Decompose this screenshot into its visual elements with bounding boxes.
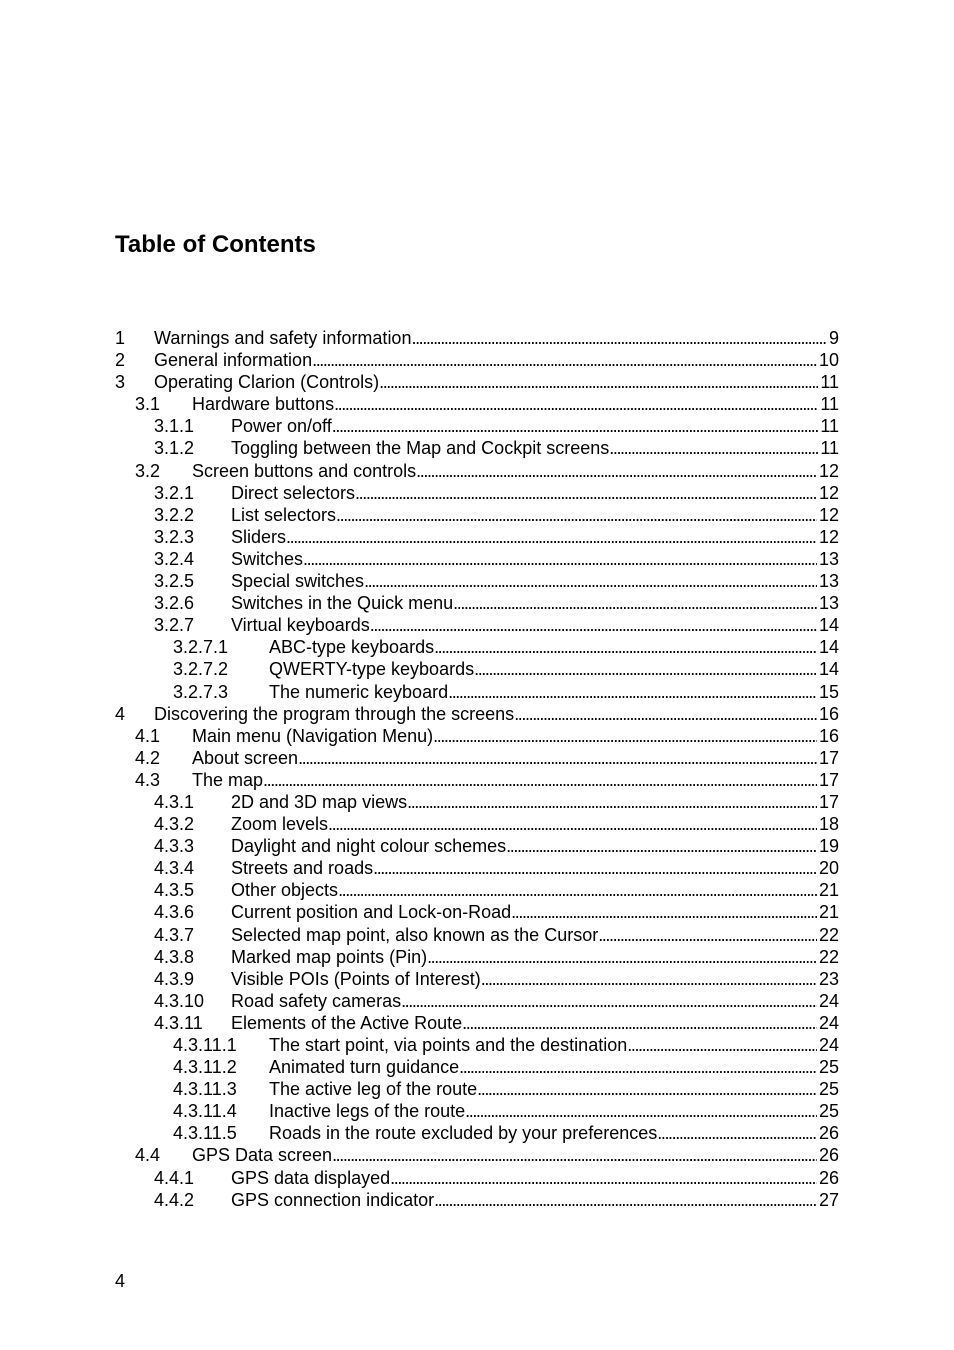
toc-dot-leader xyxy=(334,393,818,415)
toc-entry[interactable] xyxy=(115,1034,839,1056)
toc-entry-line xyxy=(154,327,839,349)
toc-entry-page: 14 xyxy=(818,637,839,658)
toc-entry-line xyxy=(231,924,839,946)
toc-entry-number: 3.2.7.3 xyxy=(173,681,229,702)
toc-entry-line xyxy=(231,482,839,504)
toc-entry-number: 4.3.7 xyxy=(154,924,195,945)
toc-dot-leader xyxy=(336,504,817,526)
toc-dot-leader xyxy=(364,570,817,592)
toc-entry-page: 16 xyxy=(818,725,839,746)
toc-entry-title: Animated turn guidance xyxy=(269,1057,460,1078)
toc-entry-number: 3.2.4 xyxy=(154,548,195,569)
toc-dot-leader xyxy=(434,1189,817,1211)
toc-dot-leader xyxy=(407,791,817,813)
toc-entry-title: Road safety cameras xyxy=(231,990,402,1011)
toc-dot-leader xyxy=(303,548,817,570)
toc-entry-title: Zoom levels xyxy=(231,814,329,835)
toc-entry[interactable] xyxy=(115,968,839,990)
toc-entry-title: Switches xyxy=(231,548,304,569)
toc-entry[interactable] xyxy=(115,437,839,459)
toc-entry-page: 22 xyxy=(818,946,839,967)
toc-entry[interactable] xyxy=(115,725,839,747)
toc-entry-number: 3.2.1 xyxy=(154,482,195,503)
toc-entry-number: 4.3.11.5 xyxy=(173,1123,237,1144)
toc-entry-line xyxy=(154,349,839,371)
toc-entry[interactable] xyxy=(115,681,839,703)
toc-entry-page: 13 xyxy=(818,571,839,592)
toc-dot-leader xyxy=(433,725,817,747)
toc-entry-page: 17 xyxy=(818,747,839,768)
toc-entry-number: 4.3.3 xyxy=(154,836,195,857)
toc-entry-title: Discovering the program through the screens xyxy=(154,703,515,724)
toc-entry-page: 11 xyxy=(820,438,839,459)
toc-entry-page: 19 xyxy=(818,836,839,857)
toc-entry[interactable] xyxy=(115,1167,839,1189)
toc-entry[interactable] xyxy=(115,371,839,393)
toc-entry[interactable] xyxy=(115,415,839,437)
toc-entry-page: 11 xyxy=(820,416,839,437)
toc-entry[interactable] xyxy=(115,504,839,526)
toc-entry-number: 3.1.1 xyxy=(154,416,195,437)
toc-entry-title: About screen xyxy=(192,747,299,768)
toc-entry[interactable] xyxy=(115,614,839,636)
toc-entry[interactable] xyxy=(115,857,839,879)
toc-dot-leader xyxy=(506,835,817,857)
toc-entry[interactable] xyxy=(115,460,839,482)
toc-entry-page: 20 xyxy=(818,858,839,879)
toc-entry-number: 4.3 xyxy=(135,769,161,790)
toc-entry-title: GPS data displayed xyxy=(231,1167,391,1188)
toc-entry-page: 21 xyxy=(818,880,839,901)
toc-entry[interactable] xyxy=(115,393,839,415)
toc-entry[interactable] xyxy=(115,1144,839,1166)
toc-entry-title: Main menu (Navigation Menu) xyxy=(192,725,434,746)
toc-entry-number: 3.1 xyxy=(135,394,161,415)
toc-entry-line xyxy=(269,636,839,658)
toc-entry-number: 4.3.6 xyxy=(154,902,195,923)
toc-entry-number: 4.3.1 xyxy=(154,791,195,812)
toc-dot-leader xyxy=(416,460,817,482)
toc-entry-title: GPS connection indicator xyxy=(231,1189,435,1210)
toc-entry-title: The start point, via points and the destination xyxy=(269,1035,628,1055)
toc-entry-title: General information xyxy=(154,350,313,371)
toc-entry-line xyxy=(231,968,839,990)
toc-entry-title: Roads in the route excluded by your preferences xyxy=(269,1123,658,1144)
toc-entry-page: 16 xyxy=(818,703,839,724)
toc-entry[interactable] xyxy=(115,570,839,592)
toc-entry-title: Visible POIs (Points of Interest) xyxy=(231,968,481,989)
toc-entry-page: 21 xyxy=(818,902,839,923)
toc-entry-title: The active leg of the route xyxy=(269,1079,478,1100)
toc-dot-leader xyxy=(332,1144,817,1166)
toc-entry-title: Switches in the Quick menu xyxy=(231,593,454,614)
toc-entry-number: 4.1 xyxy=(135,725,161,746)
toc-entry-number: 3.2.7.1 xyxy=(173,637,229,658)
toc-entry-title: 2D and 3D map views xyxy=(231,791,408,812)
toc-entry-page: 25 xyxy=(818,1101,839,1122)
toc-entry-title: Inactive legs of the route xyxy=(269,1101,466,1122)
toc-entry[interactable] xyxy=(115,526,839,548)
toc-entry-page: 27 xyxy=(818,1189,839,1210)
toc-entry-title: Special switches xyxy=(231,571,365,592)
toc-entry-line xyxy=(269,1100,839,1122)
toc-dot-leader xyxy=(286,526,817,548)
toc-entry-line xyxy=(154,703,839,725)
toc-entry-page: 13 xyxy=(818,548,839,569)
toc-dot-leader xyxy=(657,1122,817,1144)
toc-entry-line xyxy=(231,592,839,614)
toc-entry-page: 10 xyxy=(818,350,839,371)
toc-dot-leader xyxy=(514,703,817,725)
toc-entry-line xyxy=(231,415,839,437)
toc-entry-line xyxy=(231,548,839,570)
toc-entry-number: 4.3.11.3 xyxy=(173,1079,237,1100)
toc-entry-page: 14 xyxy=(818,659,839,680)
toc-entry-title: Warnings and safety information xyxy=(154,328,412,348)
toc-entry-page: 26 xyxy=(818,1145,839,1166)
toc-dot-leader xyxy=(401,990,817,1012)
toc-entry-page: 17 xyxy=(818,791,839,812)
toc-entry-title: ABC-type keyboards xyxy=(269,637,435,658)
toc-entry-title: Toggling between the Map and Cockpit screens xyxy=(231,438,610,459)
toc-entry-line xyxy=(192,725,839,747)
toc-dot-leader xyxy=(373,857,817,879)
toc-entry-line xyxy=(269,1122,839,1144)
toc-entry[interactable] xyxy=(115,548,839,570)
toc-dot-leader xyxy=(328,813,817,835)
toc-entry[interactable] xyxy=(115,1100,839,1122)
toc-entry[interactable] xyxy=(115,769,839,791)
toc-entry-title: GPS Data screen xyxy=(192,1145,333,1166)
toc-dot-leader xyxy=(434,636,817,658)
toc-entry-number: 1 xyxy=(115,328,126,348)
toc-entry-title: The numeric keyboard xyxy=(269,681,449,702)
toc-entry[interactable] xyxy=(115,703,839,725)
toc-dot-leader xyxy=(609,437,818,459)
toc-entry-number: 4.3.11.2 xyxy=(173,1057,237,1078)
toc-entry-page: 15 xyxy=(818,681,839,702)
toc-dot-leader xyxy=(338,879,817,901)
toc-entry-number: 4.3.2 xyxy=(154,814,195,835)
toc-entry-title: Marked map points (Pin) xyxy=(231,946,428,967)
toc-entry[interactable] xyxy=(115,1189,839,1211)
toc-dot-leader xyxy=(332,415,819,437)
toc-entry-title: Current position and Lock-on-Road xyxy=(231,902,512,923)
toc-entry-line xyxy=(231,791,839,813)
toc-entry-line xyxy=(269,658,839,680)
toc-entry-number: 4.3.8 xyxy=(154,946,195,967)
page-title: Table of Contents xyxy=(115,231,316,258)
toc-entry-title: Virtual keyboards xyxy=(231,615,370,636)
toc-dot-leader xyxy=(511,901,817,923)
toc-entry-title: Hardware buttons xyxy=(192,394,335,415)
toc-entry-page: 17 xyxy=(818,769,839,790)
toc-entry-number: 3.2 xyxy=(135,460,161,481)
toc-entry-line xyxy=(231,990,839,1012)
toc-entry-line xyxy=(231,813,839,835)
toc-dot-leader xyxy=(263,769,817,791)
table-of-contents xyxy=(115,327,839,1211)
toc-entry-page: 25 xyxy=(818,1057,839,1078)
toc-entry-line xyxy=(192,747,839,769)
toc-dot-leader xyxy=(312,349,817,371)
toc-entry-title: Daylight and night colour schemes xyxy=(231,836,507,857)
toc-dot-leader xyxy=(465,1100,817,1122)
toc-entry-line xyxy=(231,879,839,901)
toc-dot-leader xyxy=(298,747,817,769)
toc-entry-title: Streets and roads xyxy=(231,858,374,879)
toc-entry-number: 4.3.11.1 xyxy=(173,1035,237,1055)
toc-dot-leader xyxy=(453,592,817,614)
toc-entry-line xyxy=(269,1034,839,1056)
toc-entry-page: 23 xyxy=(818,968,839,989)
toc-dot-leader xyxy=(477,1078,817,1100)
toc-entry[interactable] xyxy=(115,901,839,923)
toc-dot-leader xyxy=(370,614,817,636)
toc-entry[interactable] xyxy=(115,924,839,946)
toc-entry-line xyxy=(192,769,839,791)
toc-entry-page: 26 xyxy=(818,1123,839,1144)
toc-entry-page: 13 xyxy=(818,593,839,614)
toc-entry-number: 3.2.5 xyxy=(154,571,195,592)
toc-entry-page: 24 xyxy=(818,990,839,1011)
toc-entry[interactable] xyxy=(115,835,839,857)
toc-entry[interactable] xyxy=(115,747,839,769)
toc-entry-line xyxy=(231,1189,839,1211)
toc-entry-page: 12 xyxy=(818,526,839,547)
toc-entry-page: 12 xyxy=(818,504,839,525)
toc-entry[interactable] xyxy=(115,791,839,813)
toc-dot-leader xyxy=(598,924,817,946)
toc-entry[interactable] xyxy=(115,658,839,680)
toc-entry-page: 11 xyxy=(820,394,839,415)
toc-entry-line xyxy=(192,1144,839,1166)
toc-entry[interactable] xyxy=(115,482,839,504)
toc-entry-number: 4.2 xyxy=(135,747,161,768)
toc-dot-leader xyxy=(459,1056,817,1078)
toc-entry[interactable] xyxy=(115,990,839,1012)
toc-entry-title: Direct selectors xyxy=(231,482,356,503)
toc-entry-line xyxy=(269,681,839,703)
toc-entry[interactable] xyxy=(115,879,839,901)
toc-entry-number: 4.3.5 xyxy=(154,880,195,901)
toc-entry-line xyxy=(231,901,839,923)
toc-dot-leader xyxy=(462,1012,817,1034)
toc-entry-title: List selectors xyxy=(231,504,337,525)
toc-dot-leader xyxy=(627,1034,817,1056)
toc-entry-title: Selected map point, also known as the Cursor xyxy=(231,924,599,945)
toc-entry-title: Sliders xyxy=(231,526,287,547)
toc-entry-title: Screen buttons and controls xyxy=(192,460,417,481)
toc-entry[interactable] xyxy=(115,946,839,968)
toc-entry-title: Elements of the Active Route xyxy=(231,1012,463,1033)
toc-entry-number: 4.4.2 xyxy=(154,1189,195,1210)
toc-entry-number: 3.2.6 xyxy=(154,593,195,614)
toc-entry-line xyxy=(231,614,839,636)
toc-entry-title: QWERTY-type keyboards xyxy=(269,659,475,680)
toc-entry-number: 4.3.9 xyxy=(154,968,195,989)
toc-dot-leader xyxy=(481,968,817,990)
toc-entry[interactable] xyxy=(115,1122,839,1144)
toc-entry-number: 4.4 xyxy=(135,1145,161,1166)
toc-entry[interactable] xyxy=(115,1056,839,1078)
toc-entry-title: Power on/off xyxy=(231,416,332,437)
toc-entry-number: 3.2.7.2 xyxy=(173,659,229,680)
toc-entry-line xyxy=(192,460,839,482)
toc-entry-number: 4.3.10 xyxy=(154,990,205,1011)
toc-entry-number: 3.2.7 xyxy=(154,615,195,636)
toc-dot-leader xyxy=(379,371,818,393)
toc-entry-line xyxy=(231,946,839,968)
page-number: 4 xyxy=(115,1271,126,1291)
toc-entry-number: 2 xyxy=(115,350,126,371)
toc-dot-leader xyxy=(355,482,817,504)
toc-entry[interactable] xyxy=(115,813,839,835)
toc-entry-title: Operating Clarion (Controls) xyxy=(154,372,380,393)
toc-entry-line xyxy=(269,1078,839,1100)
toc-entry-page: 18 xyxy=(818,814,839,835)
toc-entry-line xyxy=(231,857,839,879)
toc-entry[interactable] xyxy=(115,1012,839,1034)
toc-dot-leader xyxy=(448,681,817,703)
toc-dot-leader xyxy=(411,327,827,349)
toc-entry-title: Other objects xyxy=(231,880,339,901)
toc-entry-page: 12 xyxy=(818,482,839,503)
toc-entry-line xyxy=(231,835,839,857)
toc-entry-number: 4 xyxy=(115,703,126,724)
toc-entry-page: 24 xyxy=(818,1035,839,1055)
toc-entry-number: 3.1.2 xyxy=(154,438,195,459)
toc-entry-page: 12 xyxy=(818,460,839,481)
toc-entry-page: 9 xyxy=(828,328,839,348)
toc-entry-number: 3.2.3 xyxy=(154,526,195,547)
toc-entry-number: 3.2.2 xyxy=(154,504,195,525)
toc-entry-line xyxy=(231,504,839,526)
toc-entry[interactable] xyxy=(115,636,839,658)
toc-entry-number: 3 xyxy=(115,372,126,393)
toc-entry-title: The map xyxy=(192,769,264,790)
toc-entry-page: 11 xyxy=(820,372,839,393)
toc-entry-page: 22 xyxy=(818,924,839,945)
toc-entry-line xyxy=(231,437,839,459)
toc-entry-line xyxy=(231,1167,839,1189)
toc-entry-line xyxy=(231,526,839,548)
toc-entry-number: 4.3.4 xyxy=(154,858,195,879)
toc-entry[interactable] xyxy=(115,1078,839,1100)
toc-entry[interactable] xyxy=(115,349,839,371)
toc-entry-page: 25 xyxy=(818,1079,839,1100)
toc-entry-line xyxy=(231,1012,839,1034)
toc-entry-line xyxy=(154,371,839,393)
toc-entry-number: 4.3.11.4 xyxy=(173,1101,237,1122)
toc-entry[interactable] xyxy=(115,327,839,349)
toc-dot-leader xyxy=(427,946,817,968)
toc-dot-leader xyxy=(474,658,817,680)
toc-entry[interactable] xyxy=(115,592,839,614)
toc-entry-page: 24 xyxy=(818,1012,839,1033)
toc-entry-line xyxy=(192,393,839,415)
toc-entry-line xyxy=(269,1056,839,1078)
toc-entry-line xyxy=(231,570,839,592)
toc-entry-page: 14 xyxy=(818,615,839,636)
toc-entry-page: 26 xyxy=(818,1167,839,1188)
toc-entry-number: 4.3.11 xyxy=(154,1012,203,1033)
toc-entry-number: 4.4.1 xyxy=(154,1167,195,1188)
toc-dot-leader xyxy=(390,1167,817,1189)
